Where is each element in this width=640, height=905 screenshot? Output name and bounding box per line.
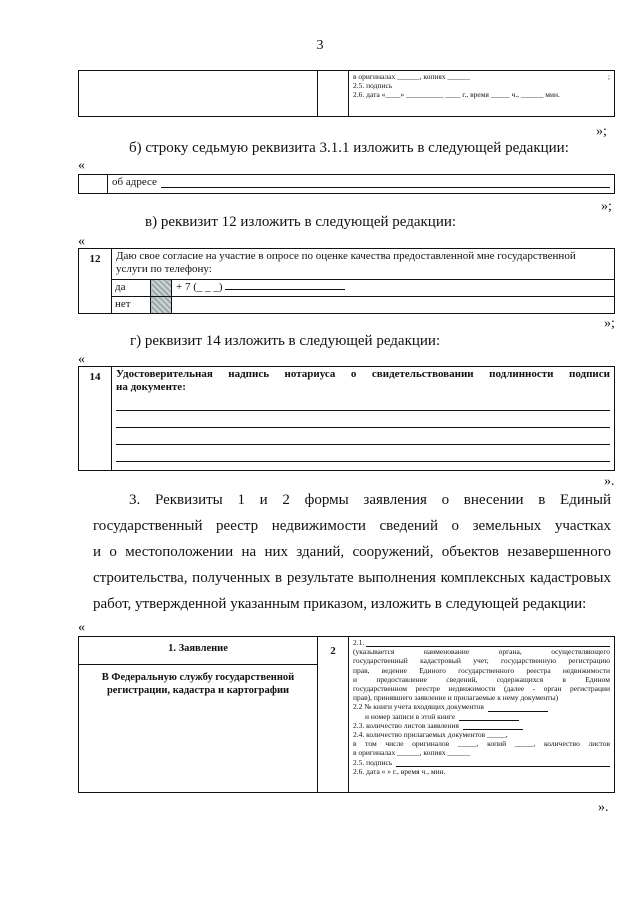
req2-l2: (указывается наименование органа, осуществляющего: [353, 647, 610, 657]
para3-line1: 3. Реквизиты 1 и 2 формы заявления о внесении в Единый: [129, 492, 611, 508]
req2-l9: и номер записи в этой книге: [365, 711, 456, 721]
req2-l14: 2.5. подпись: [353, 757, 393, 767]
req1-title: 1. Заявление: [79, 637, 317, 665]
req2-l6: государственном реестре недвижимости (далее - орган регистрации: [353, 684, 610, 694]
req12-no-label: нет: [112, 297, 151, 314]
para3-line3: и о местоположении на них зданий, сооружений, объектов незавершенного: [93, 544, 611, 560]
open-quote-g: «: [78, 352, 85, 367]
req14-text-line2: на документе:: [116, 381, 186, 393]
req1-addr-line1: В Федеральную службу государственной: [101, 672, 295, 683]
req2-l13: в оригиналах ______, копиях ______: [353, 748, 470, 758]
close-quote-b: »;: [601, 199, 612, 214]
req2-l12: в том числе оригиналов _____, копий _____, количество листов: [353, 739, 610, 749]
open-quote-v: «: [78, 234, 85, 249]
req2-l14-line[interactable]: [396, 758, 610, 767]
req12-text-line1: Даю свое согласие на участие в опросе по оценке качества предоставленной мне государственной: [116, 250, 576, 262]
req2-l10-line[interactable]: [463, 721, 523, 730]
req2-l9-line[interactable]: [459, 712, 519, 721]
req2-l3: государственный кадастровый учет, государственную регистрацию: [353, 656, 610, 666]
para3-line4: строительства, полученных в результате выполнения комплексных кадастровых: [93, 570, 611, 586]
req2-l15: 2.6. дата « » г., время ч., мин.: [353, 766, 446, 776]
req2-l1-line[interactable]: [366, 638, 610, 647]
close-quote-3: ».: [598, 800, 609, 815]
top-line1-end: ;: [607, 72, 610, 81]
para-v: в) реквизит 12 изложить в следующей редакции:: [145, 214, 457, 230]
req14-line[interactable]: [116, 394, 610, 411]
top-line2: 2.5. подпись: [353, 81, 393, 91]
req14-line[interactable]: [116, 428, 610, 445]
page-number: 3: [316, 38, 324, 53]
address-label: об адресе: [112, 176, 157, 188]
para3-line2: государственный реестр недвижимости сведений о земельных участках: [93, 518, 611, 534]
req14-line[interactable]: [116, 445, 610, 462]
para-g: г) реквизит 14 изложить в следующей редакции:: [130, 333, 441, 349]
req12-text-cell: [112, 249, 615, 280]
address-num-cell: [79, 175, 108, 194]
para3-line5: работ, утвержденной указанным приказом, изложить в следующей редакции:: [93, 596, 587, 612]
req14-num: 14: [79, 367, 112, 471]
top-form-block: [78, 70, 615, 117]
req2-l5: и предоставление сведений, содержащихся в Едином: [353, 674, 610, 684]
req1-2-table: [78, 636, 615, 793]
req1-addr-line2: регистрации, кадастра и картографии: [106, 685, 290, 696]
open-quote-3: «: [78, 620, 85, 635]
req14-line[interactable]: [116, 411, 610, 428]
close-quote-v: »;: [604, 316, 615, 331]
address-label-cell: [108, 175, 615, 194]
req12-table: [78, 248, 615, 314]
req2-content: [349, 637, 615, 793]
req2-num: 2: [318, 637, 349, 793]
req14-table: [78, 366, 615, 471]
paragraph-3: [93, 487, 611, 617]
req14-text-line1: Удостоверительная надпись нотариуса о свидетельствовании подлинности подписи: [116, 368, 610, 380]
address-line: [161, 176, 610, 188]
req12-yes-label: да: [112, 280, 151, 297]
req2-l1: 2.1.: [353, 638, 365, 647]
req2-l8: 2.2 № книги учета входящих документов: [353, 702, 484, 712]
req12-text-line2: услуги по телефону:: [116, 263, 212, 275]
req12-num: 12: [79, 249, 112, 314]
top-line1: в оригиналах ______, копиях ______: [353, 72, 470, 81]
req12-no-checkbox[interactable]: [151, 297, 172, 314]
req2-l11: 2.4. количество прилагаемых документов _____,: [353, 730, 508, 740]
top-right-cell: [349, 71, 615, 117]
req14-content: [112, 367, 615, 471]
req2-l4: прав, ведение Единого государственного реестра недвижимости: [353, 665, 610, 675]
req12-no-spacer: [172, 297, 615, 314]
top-left-cell: [79, 71, 318, 117]
top-line3: 2.6. дата «____» __________ ____ г., время _____ ч., ______ мин.: [353, 90, 560, 100]
close-quote-1: »;: [596, 124, 607, 139]
address-row-table: [78, 174, 615, 194]
open-quote-b: «: [78, 158, 85, 173]
req12-yes-checkbox[interactable]: [151, 280, 172, 297]
req1-cell: [79, 637, 318, 793]
req2-l7: прав), принявшего заявление и прилагаемые к нему документы): [353, 693, 559, 703]
req12-phone: + 7 (_ _ _): [176, 281, 223, 293]
req12-phone-line[interactable]: [225, 289, 345, 290]
req12-phone-cell: [172, 280, 615, 297]
req2-l10: 2.3. количество листов заявления: [353, 720, 459, 730]
top-mid-cell: [318, 71, 349, 117]
req2-l8-line[interactable]: [488, 702, 548, 711]
para-b: б) строку седьмую реквизита 3.1.1 изложить в следующей редакции:: [129, 140, 569, 156]
close-quote-g: ».: [604, 474, 615, 489]
